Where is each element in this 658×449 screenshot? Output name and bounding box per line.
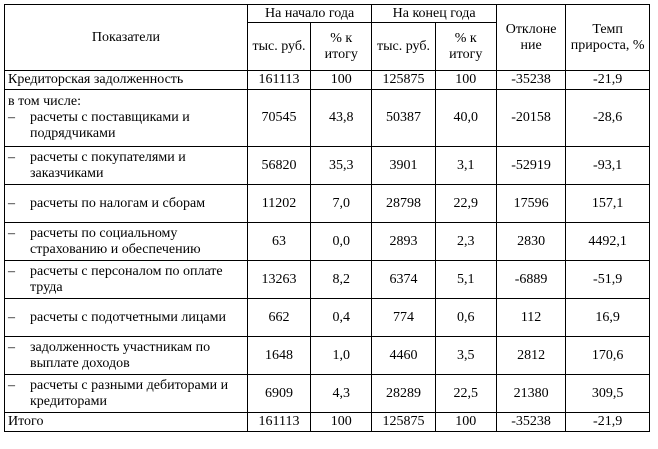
start-value-cell: 6909: [247, 375, 310, 413]
start-share-cell: 100: [311, 71, 372, 90]
end-share-cell: 3,5: [435, 337, 496, 375]
table-row: [5, 223, 650, 261]
deviation-cell: 17596: [496, 185, 565, 223]
dash-marker: –: [8, 149, 15, 165]
deviation-cell: 2830: [496, 223, 565, 261]
header-start-unit: тыс. руб.: [247, 23, 310, 71]
end-share-cell: 40,0: [435, 90, 496, 147]
growth-cell: 170,6: [566, 337, 650, 375]
growth-cell: 16,9: [566, 299, 650, 337]
end-share-cell: 0,6: [435, 299, 496, 337]
growth-cell: -21,9: [566, 71, 650, 90]
start-share-cell: 7,0: [311, 185, 372, 223]
end-share-cell: 100: [435, 413, 496, 432]
end-share-cell: 100: [435, 71, 496, 90]
end-share-cell: 2,3: [435, 223, 496, 261]
row-label: Итого: [5, 413, 248, 432]
row-sublabel: расчеты по социальному страхованию и обеспечению: [30, 225, 201, 257]
deviation-cell: 112: [496, 299, 565, 337]
end-value-cell: 125875: [372, 71, 435, 90]
end-share-cell: 3,1: [435, 147, 496, 185]
deviation-cell: 2812: [496, 337, 565, 375]
deviation-cell: -35238: [496, 413, 565, 432]
row-sublabel: расчеты по налогам и сборам: [30, 195, 206, 211]
header-deviation: Отклоне ние: [496, 5, 565, 71]
start-share-cell: 35,3: [311, 147, 372, 185]
start-value-cell: 1648: [247, 337, 310, 375]
row-label: [5, 337, 248, 375]
dash-marker: –: [8, 225, 15, 241]
end-value-cell: 50387: [372, 90, 435, 147]
header-row-1: [5, 5, 650, 23]
start-value-cell: 11202: [247, 185, 310, 223]
start-value-cell: 63: [247, 223, 310, 261]
row-label: [5, 375, 248, 413]
dash-marker: –: [8, 110, 15, 125]
row-label: [5, 185, 248, 223]
header-end-of-year: На конец года: [372, 5, 497, 23]
header-start-share: % к итогу: [311, 23, 372, 71]
end-value-cell: 774: [372, 299, 435, 337]
row-sublabel: расчеты с персоналом по оплате труда: [30, 263, 223, 295]
row-label: [5, 90, 248, 147]
end-value-cell: 4460: [372, 337, 435, 375]
row-label: [5, 299, 248, 337]
growth-cell: -28,6: [566, 90, 650, 147]
deviation-cell: -20158: [496, 90, 565, 147]
table-row: [5, 185, 650, 223]
table-row: [5, 147, 650, 185]
start-share-cell: 0,4: [311, 299, 372, 337]
header-growth-rate: Темп прироста, %: [566, 5, 650, 71]
growth-cell: -21,9: [566, 413, 650, 432]
table-row: [5, 90, 650, 147]
row-sublabel: задолженность участникам по выплате доходов: [30, 339, 211, 371]
dash-marker: –: [8, 377, 15, 393]
end-value-cell: 2893: [372, 223, 435, 261]
row-sublabel: расчеты с подотчетными лицами: [30, 309, 226, 325]
dash-marker: –: [8, 195, 15, 211]
header-start-of-year: На начало года: [247, 5, 372, 23]
header-end-unit: тыс. руб.: [372, 23, 435, 71]
row-sublabel: расчеты с покупателями и заказчиками: [30, 149, 186, 181]
deviation-cell: -52919: [496, 147, 565, 185]
growth-cell: -93,1: [566, 147, 650, 185]
table-row: [5, 337, 650, 375]
start-value-cell: 70545: [247, 90, 310, 147]
table-row: [5, 261, 650, 299]
start-share-cell: 8,2: [311, 261, 372, 299]
end-share-cell: 5,1: [435, 261, 496, 299]
row-label: Кредиторская задолженность: [5, 71, 248, 90]
dash-marker: –: [8, 309, 15, 325]
row-label: [5, 223, 248, 261]
start-value-cell: 56820: [247, 147, 310, 185]
accounts-payable-table: [4, 4, 650, 432]
row-group-heading: в том числе:: [8, 94, 81, 109]
header-end-share: % к итогу: [435, 23, 496, 71]
table-row: [5, 375, 650, 413]
end-share-cell: 22,9: [435, 185, 496, 223]
deviation-cell: -35238: [496, 71, 565, 90]
dash-marker: –: [8, 263, 15, 279]
row-sublabel: расчеты с поставщиками и подрядчиками: [30, 110, 190, 141]
growth-cell: 157,1: [566, 185, 650, 223]
header-indicators: Показатели: [5, 5, 248, 71]
deviation-cell: 21380: [496, 375, 565, 413]
start-share-cell: 1,0: [311, 337, 372, 375]
growth-cell: 4492,1: [566, 223, 650, 261]
start-value-cell: 13263: [247, 261, 310, 299]
end-value-cell: 125875: [372, 413, 435, 432]
start-value-cell: 662: [247, 299, 310, 337]
row-sublabel: расчеты с разными дебиторами и кредиторами: [30, 377, 229, 409]
end-value-cell: 28798: [372, 185, 435, 223]
growth-cell: -51,9: [566, 261, 650, 299]
end-value-cell: 3901: [372, 147, 435, 185]
table-row: [5, 71, 650, 90]
end-share-cell: 22,5: [435, 375, 496, 413]
growth-cell: 309,5: [566, 375, 650, 413]
table-row: [5, 299, 650, 337]
dash-marker: –: [8, 339, 15, 355]
end-value-cell: 28289: [372, 375, 435, 413]
row-label: [5, 147, 248, 185]
start-share-cell: 0,0: [311, 223, 372, 261]
end-value-cell: 6374: [372, 261, 435, 299]
start-share-cell: 43,8: [311, 90, 372, 147]
start-value-cell: 161113: [247, 71, 310, 90]
deviation-cell: -6889: [496, 261, 565, 299]
start-value-cell: 161113: [247, 413, 310, 432]
start-share-cell: 4,3: [311, 375, 372, 413]
row-label: [5, 261, 248, 299]
table-row-total: [5, 413, 650, 432]
start-share-cell: 100: [311, 413, 372, 432]
